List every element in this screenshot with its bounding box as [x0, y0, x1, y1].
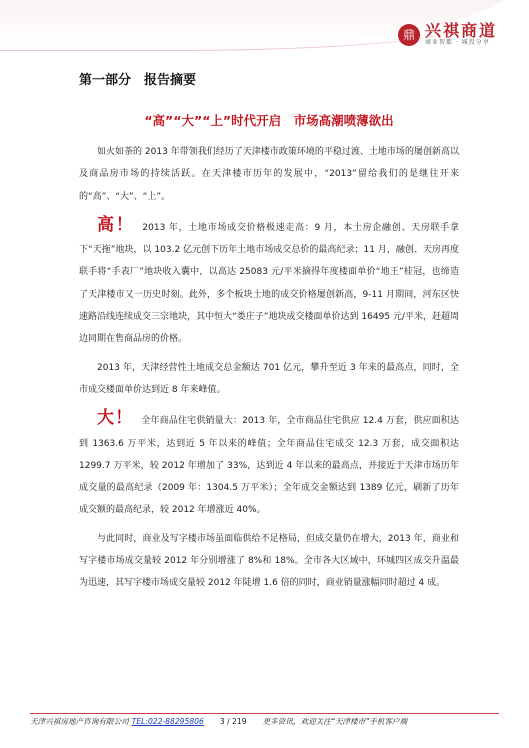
brand-slogan: 商业智都 · 城投分享 [424, 39, 490, 46]
headline: “高”“大”“上”时代开启 市场高潮喷薄欲出 [144, 113, 394, 128]
footer-more-info: 更多资讯，欢迎关注“天津楼市”手机客户端 [262, 717, 408, 726]
da-paragraph [79, 407, 459, 521]
brand-logo [398, 22, 497, 47]
page-footer [30, 716, 499, 727]
report-body [79, 72, 459, 595]
brand-text [425, 22, 497, 47]
gao-paragraph-2: 2013 年，天津经营性土地成交总金额达 701 亿元，攀升至近 3 年来的最高点，同时，全市成交楼面单价达到近 8 年来峰值。 [79, 362, 459, 395]
da-paragraph-2: 与此同时，商业及写字楼市场虽面临供给不足格局，但成交量仍在增大，2013 年，商业和写字楼市场成交量较 2012 年分别增涨了 8%和 18%。全市各大区域中，环城四区成交升温最为迅速，其写字楼市场成交量较 2012 年陡增 1.6 倍的同时，商业销量涨幅同时超过 4 成。 [79, 533, 459, 589]
header-curve-line [0, 10, 460, 51]
gao-text: 2013 年，土地市场成交价格极速走高：9 月，本土房企融创、天房联手拿下“天拖”地块，以 103.2 亿元创下历年土地市场成交总价的最高纪录；11 月，融创、天房再度联手将“手表厂”地块收入囊中，以高达 25083 元/平米摘得年度楼面单价“地王”桂冠，也缔造了天津楼市又一历史时刻。此外，多个板块土地的成交价格屡创新高，9-11 月期间，河东区快速路沿线连续成交三宗地块，其中恒大“娄庄子”地块成交楼面单价达到 16495 元/平米，赶超周边同期在售商品房的价格。 [79, 222, 460, 345]
intro-paragraph: 如火如荼的 2013 年带领我们经历了天津楼市政策环境的平稳过渡、土地市场的屡创新高以及商品房市场的持续活跃。在天津楼市历年的发展中，“2013”留给我们的是继往开来的“高”、“大”、“上”。 [79, 147, 459, 202]
gao-paragraph [79, 214, 459, 351]
gao-keyword: 高！ [97, 214, 135, 235]
header-band [0, 0, 529, 62]
footer-divider [30, 713, 499, 714]
section-title: 第一部分 报告摘要 [79, 73, 197, 88]
page-number: 3 / 219 [219, 717, 247, 726]
da-text: 全年商品住宅供销量大：2013 年，全市商品住宅供应 12.4 万套，供应面积达到 1363.6 万平米，达到近 5 年以来的峰值；全年商品住宅成交 12.3 万套，成交面积达 1299.7 万平米，较 2012 年增加了 33%，达到近 4 年以来的最高点，并接近于天津市场历年成交量的最高纪录（2009 年：1304.5 万平米）；全年成交金额达到 1389 亿元，刷新了历年成交额的最高纪录，较 2012 年增涨近 40%。 [79, 416, 460, 516]
da-keyword: 大！ [97, 408, 134, 429]
brand-name: 兴祺商道 [424, 21, 497, 40]
footer-company: 天津兴祺房地产咨询有限公司 [30, 717, 129, 726]
footer-tel-link[interactable]: TEL:022-88295806 [131, 717, 204, 726]
seal-logo-icon: 鼎 [398, 24, 420, 46]
